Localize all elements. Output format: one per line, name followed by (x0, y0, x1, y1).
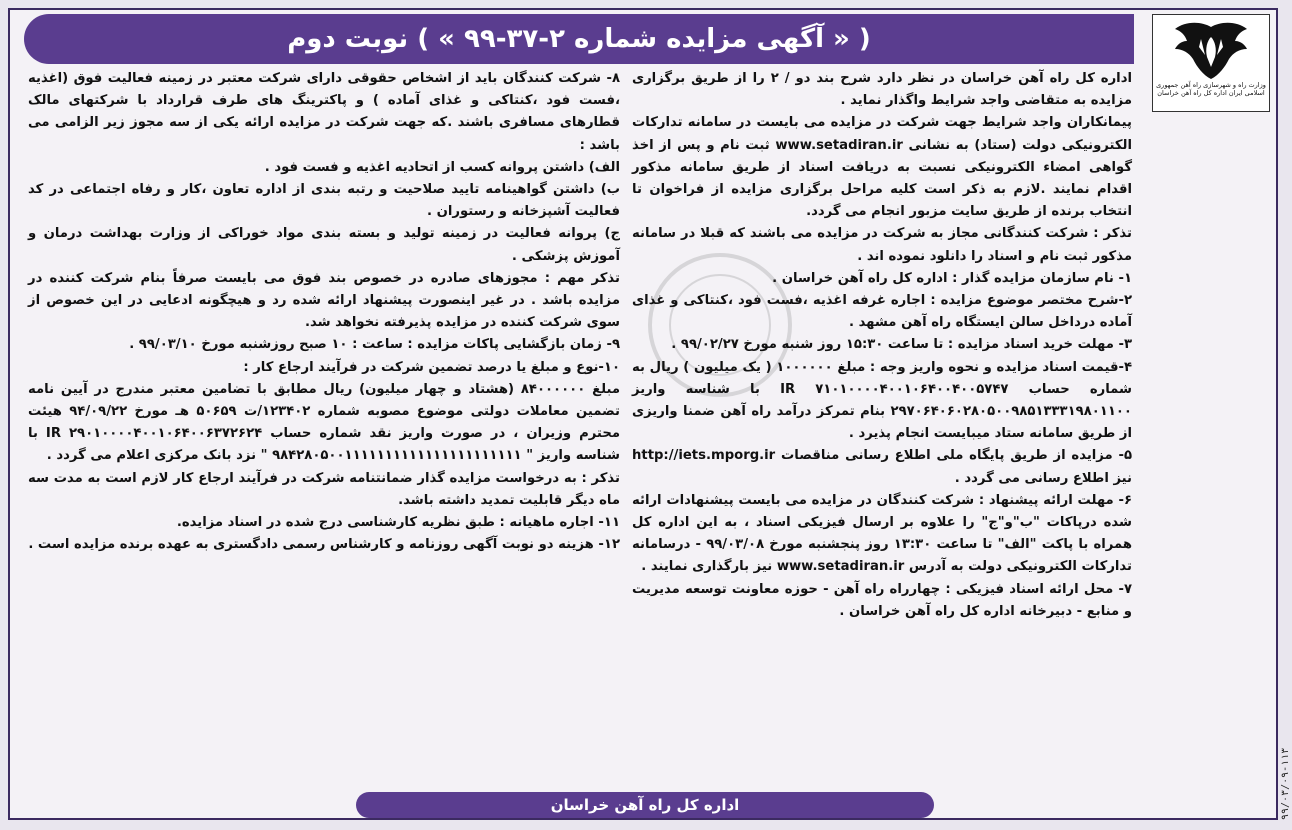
item-8-b: ب) داشتن گواهینامه تایید صلاحیت و رتبه بندی از اداره تعاون ،کار و رفاه اجتماعی در کد فعالیت آشپزخانه و رستوران . (28, 182, 620, 220)
item-12: ۱۲- هزینه دو نوبت آگهی روزنامه و کارشناس رسمی دادگستری به عهده برنده مزایده است . (28, 537, 620, 553)
item-10: ۱۰-نوع و مبلغ یا درصد تضمین شرکت در فرآیند ارجاع کار : (243, 359, 620, 375)
logo-caption: وزارت راه و شهرسازی راه آهن جمهوری اسلامی ایران اداره کل راه آهن خراسان (1156, 81, 1266, 97)
item-4: ۴-قیمت اسناد مزایده و نحوه واریز وجه : مبلغ ۱۰۰۰۰۰۰ ( یک میلیون ) ریال به شماره حساب IR ۷۱۰۱۰۰۰۰۴۰۰۱۰۶۴۰۰۴۰۰۵۷۴۷ با شناسه واریز ۲۹۷۰۶۴۰۶۰۲۸۰۵۰۰۹۸۵۱۳۳۳۱۹۸۰۱۱۰۰ بنام تمرکز درآمد راه آهن ضمنا واریزی از طریق سامانه ستاد میبایست انجام پذیرد . (632, 359, 1133, 442)
item-6: ۶- مهلت ارائه پیشنهاد : شرکت کنندگان در مزایده می بایست پیشنهادات ارائه شده درپاکات "ب"و"ج" را علاوه بر ارسال فیزیکی اسناد ، به این اداره کل همراه با پاکت "الف" تا ساعت ۱۳:۳۰ روز پنجشنبه مورخ ۹۹/۰۳/۰۸ - درسامانه تدارکات الکترونیکی دولت به آدرس www.setadiran.ir نیز بارگذاری نمایند . (632, 492, 1132, 575)
notice-title: ( « آگهی مزایده شماره ۲-۳۷-۹۹ » ) نوبت دوم (287, 24, 871, 54)
paragraph-registration: پیمانکاران واجد شرایط جهت شرکت در مزایده می بایست در سامانه تدارکات الکترونیکی دولت (ستاد) به نشانی www.setadiran.ir ثبت نام و پس از اخذ گواهی امضاء الکترونیکی نسبت به دریافت اسناد از طریق سامانه مذکور اقدام نمایند .لازم به ذکر است کلیه مراحل برگزاری مزایده از فراخوان تا انتخاب برنده از طریق سایت مزبور انجام می گردد. (632, 115, 1132, 220)
item-8: ۸- شرکت کنندگان باید از اشخاص حقوقی دارای شرکت معتبر در زمینه فعالیت فوق (اغذیه ،فست فود ،کنتاکی و غذای آماده ) و پاکترینگ های طرف قرارداد با شرکتهای مالک قطارهای مسافری باشند .که جهت شرکت در مزایده ارائه یکی از سه مجوز زیر الزامی می باشد : (28, 71, 620, 153)
item-3: ۳- مهلت خرید اسناد مزایده : تا ساعت ۱۵:۳۰ روز شنبه مورخ ۹۹/۰۲/۲۷ . (671, 337, 1132, 353)
paragraph-intro: اداره کل راه آهن خراسان در نظر دارد شرح بند دو / ۲ را از طریق برگزاری مزایده به متقاضی واجد شرایط واگذار نماید . (632, 71, 1132, 109)
item-11: ۱۱- اجاره ماهیانه : طبق نظریه کارشناسی درج شده در اسناد مزایده. (176, 515, 620, 531)
footer-text: اداره کل راه آهن خراسان (550, 796, 740, 814)
item-8-c: ج) پروانه فعالیت در زمینه تولید و بسته بندی مواد خوراکی از وزارت بهداشت درمان و آموزش پزشکی . (28, 226, 620, 264)
winged-emblem-icon (1171, 19, 1251, 81)
notice-footer (356, 792, 934, 818)
item-8-a: الف) داشتن پروانه کسب از اتحادیه اغذیه و فست فود . (264, 159, 620, 175)
guarantee-note: تذکر : به درخواست مزایده گذار ضمانتنامه شرکت در فرآیند ارجاع کار لازم است به مدت سه ماه دیگر قابلیت تمدید داشته باشد. (28, 470, 620, 508)
item-10-details: مبلغ ۸۴۰۰۰۰۰۰ (هشتاد و چهار میلیون) ریال مطابق با تضامین معتبر مندرج در آیین نامه تضمین معاملات دولتی موضوع مصوبه شماره ۱۲۳۴۰۲/ت ۵۰۶۵۹ هـ مورخ ۹۴/۰۹/۲۲ هیئت محترم وزیران ، در صورت واریز نقد شماره حساب IR ۲۹۰۱۰۰۰۰۴۰۰۱۰۶۴۰۰۶۳۷۲۶۲۴ با شناسه واریز " ۹۸۴۲۸۰۵۰۰۱۱۱۱۱۱۱۱۱۱۱۱۱۱۱۱۱۱۱۱۱۱ " نزد بانک مرکزی اعلام می گردد . (28, 381, 621, 464)
item-2: ۲-شرح مختصر موضوع مزایده : اجاره غرفه اغذیه ،فست فود ،کنتاکی و غذای آماده درداخل سالن ایستگاه راه آهن مشهد . (632, 293, 1132, 331)
notice-header (24, 14, 1134, 64)
organization-logo (1152, 14, 1270, 112)
important-note: تذکر مهم : مجوزهای صادره در خصوص بند فوق می بایست صرفاً بنام شرکت کننده در مزایده باشد . در غیر اینصورت پیشنهاد ارائه شده رد و هیچگونه ادعایی در این خصوص از سوی شرکت کننده در مزایده پذیرفته نخواهد شد. (28, 270, 620, 331)
item-5: ۵- مزایده از طریق پایگاه ملی اطلاع رسانی مناقصات http://iets.mporg.ir نیز اطلاع رسانی می گردد . (632, 448, 1132, 486)
paragraph-note: تذکر : شرکت کنندگانی مجاز به شرکت در مزایده می باشند که قبلا در سامانه مذکور ثبت نام و اسناد را دانلود نموده اند . (632, 226, 1132, 264)
right-column (632, 68, 1132, 623)
item-9: ۹- زمان بازگشایی پاکات مزایده : ساعت : ۱۰ صبح روزشنبه مورخ ۹۹/۰۳/۱۰ . (129, 337, 620, 353)
side-reference-code: ۹۹/۰۳/۰۹-۱۱۳ (1280, 747, 1291, 820)
item-7: ۷- محل ارائه اسناد فیزیکی : چهارراه راه آهن - حوزه معاونت توسعه مدیریت و منابع - دبیرخانه اداره کل راه آهن خراسان . (632, 581, 1132, 619)
item-1: ۱- نام سازمان مزایده گذار : اداره کل راه آهن خراسان . (772, 270, 1132, 286)
left-column (28, 68, 620, 556)
